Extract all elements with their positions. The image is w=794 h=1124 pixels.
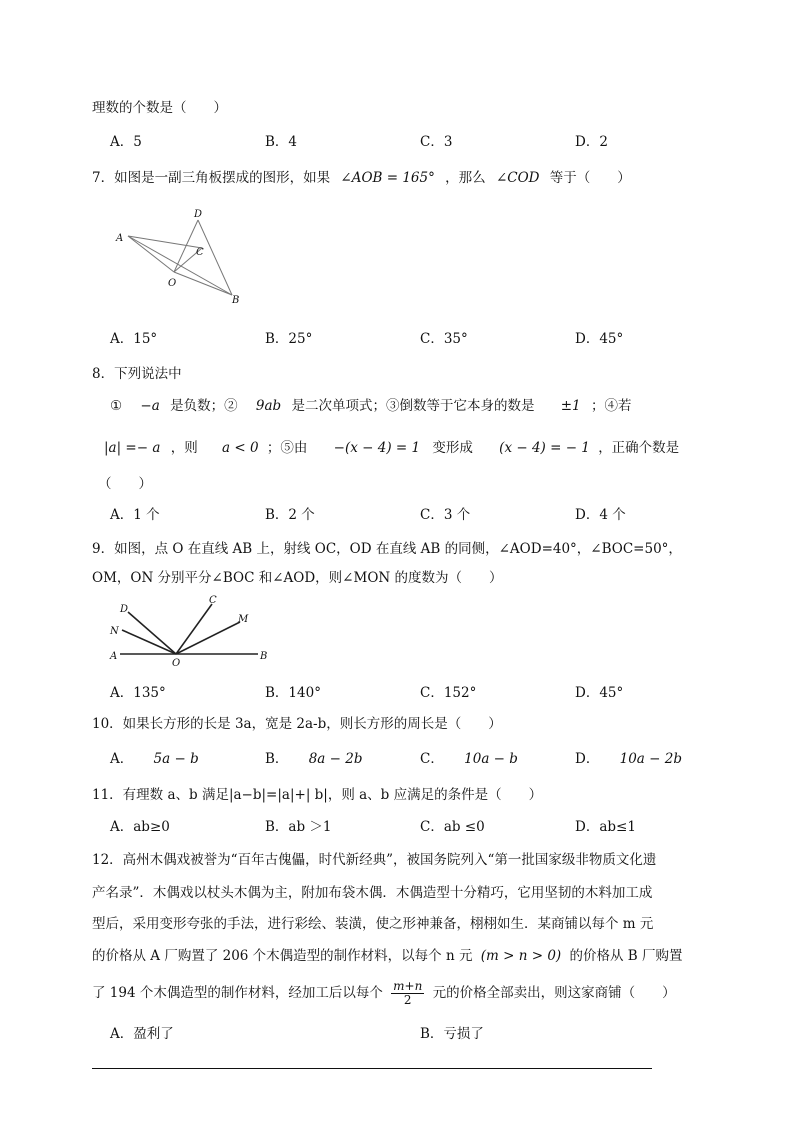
q9-label-c: C bbox=[209, 595, 217, 606]
q8-text-transform: 变形成 bbox=[432, 440, 473, 456]
q10-option-b-label: B． bbox=[265, 751, 289, 767]
q9-ray-od bbox=[128, 612, 176, 654]
q8-option-c[interactable]: C．3 个 bbox=[420, 507, 471, 523]
q8-a-lt-0: a < 0 bbox=[222, 440, 259, 456]
q8-equation-1: −(x − 4) = 1 bbox=[333, 440, 421, 456]
q12-line5-text-b: 元的价格全部卖出，则这家商铺（ ） bbox=[432, 985, 676, 1001]
q12-stem-line-5 bbox=[92, 980, 676, 1007]
q7-label-c: C bbox=[196, 247, 204, 258]
q8-statement-line-2 bbox=[104, 436, 679, 456]
q8-circled-1: ① bbox=[110, 398, 123, 414]
page-bottom-rule bbox=[92, 1068, 652, 1069]
q10-option-a-expr: 5a − b bbox=[153, 751, 199, 767]
q10-option-a-label: A． bbox=[110, 751, 134, 767]
q8-text-by: ；⑤由 bbox=[266, 440, 308, 456]
q7-label-o: O bbox=[168, 278, 177, 289]
q12-stem-line-3: 型后，采用变形夸张的手法，进行彩绘、装潢，使之形神兼备，栩栩如生．某商铺以每个 m 元 bbox=[92, 916, 654, 932]
q9-stem-line-1: 9．如图，点 O 在直线 AB 上，射线 OC，OD 在直线 AB 的同侧，∠AOD=40°，∠BOC=50°， bbox=[92, 541, 682, 557]
q8-statement-line-1 bbox=[110, 394, 631, 414]
q9-label-n: N bbox=[110, 626, 119, 637]
q6-stem-continuation: 理数的个数是（ ） bbox=[92, 100, 227, 116]
q10-option-c-expr: 10a − b bbox=[464, 751, 518, 767]
q8-text-monomial: 是二次单项式；③倒数等于它本身的数是 bbox=[291, 398, 535, 414]
q9-rays-figure bbox=[108, 592, 278, 668]
q11-option-d[interactable]: D．ab≤1 bbox=[575, 819, 636, 835]
q8-option-d[interactable]: D．4 个 bbox=[575, 507, 626, 523]
q7-segment-od bbox=[174, 220, 198, 272]
q10-stem: 10．如果长方形的长是 3a，宽是 2a-b，则长方形的周长是（ ） bbox=[92, 716, 502, 732]
q8-9ab: 9ab bbox=[255, 398, 282, 414]
q10-option-d-expr: 10a − 2b bbox=[619, 751, 682, 767]
q9-label-m: M bbox=[238, 614, 249, 625]
q11-option-a[interactable]: A．ab≥0 bbox=[110, 819, 170, 835]
q7-angle-cod: ∠COD bbox=[495, 170, 540, 186]
q7-option-a[interactable]: A．15° bbox=[110, 331, 158, 347]
q6-option-a[interactable]: A．5 bbox=[110, 134, 142, 150]
q10-option-b[interactable] bbox=[265, 747, 362, 767]
q8-text-negative: 是负数；② bbox=[170, 398, 238, 414]
q8-abs-a: |a| =− a bbox=[104, 440, 161, 456]
q9-ray-on bbox=[122, 630, 176, 654]
q8-equation-2: (x − 4) = − 1 bbox=[499, 440, 590, 456]
q9-option-d[interactable]: D．45° bbox=[575, 685, 624, 701]
q7-angle-aob: ∠AOB = 165° bbox=[340, 170, 435, 186]
q7-label-b: B bbox=[232, 295, 240, 306]
q7-label-a: A bbox=[116, 233, 124, 244]
q8-text-then: ，则 bbox=[170, 440, 198, 456]
q12-fraction-numerator: m+n bbox=[393, 979, 423, 993]
q10-option-c[interactable] bbox=[420, 747, 518, 767]
q9-label-d: D bbox=[120, 604, 129, 615]
q10-option-c-label: C． bbox=[420, 751, 444, 767]
q11-option-c[interactable]: C．ab ≤0 bbox=[420, 819, 485, 835]
q9-option-a[interactable]: A．135° bbox=[110, 685, 166, 701]
q7-option-b[interactable]: B．25° bbox=[265, 331, 313, 347]
q12-line5-text-a: 了 194 个木偶造型的制作材料，经加工后以每个 bbox=[92, 985, 383, 1001]
q12-line4-text-a: 的价格从 A 厂购置了 206 个木偶造型的制作材料，以每个 n 元 bbox=[92, 948, 473, 964]
q10-option-d-label: D． bbox=[575, 751, 600, 767]
q7-triangle-figure bbox=[112, 204, 252, 308]
q8-answer-blank: （ ） bbox=[98, 476, 152, 492]
q8-title: 8．下列说法中 bbox=[92, 366, 182, 382]
q7-segment-ao bbox=[128, 236, 174, 272]
q7-stem bbox=[92, 166, 631, 186]
q7-label-d: D bbox=[194, 209, 203, 220]
q8-plus-minus-one: ±1 bbox=[560, 398, 581, 414]
q10-option-d[interactable] bbox=[575, 747, 682, 767]
q12-inequality: (m > n > 0) bbox=[480, 948, 562, 964]
q12-option-a[interactable]: A．盈利了 bbox=[110, 1026, 174, 1042]
q6-option-c[interactable]: C．3 bbox=[420, 134, 453, 150]
q6-option-b[interactable]: B．4 bbox=[265, 134, 298, 150]
q12-line4-text-c: 的价格从 B 厂购置 bbox=[569, 948, 683, 964]
q7-suffix: 等于（ ） bbox=[549, 170, 631, 186]
q6-option-d[interactable]: D．2 bbox=[575, 134, 608, 150]
q12-stem-line-4 bbox=[92, 944, 683, 964]
q9-label-b: B bbox=[260, 651, 268, 662]
q9-label-o: O bbox=[172, 658, 181, 668]
q12-stem-line-1: 12．高州木偶戏被誉为“百年古傀儡，时代新经典”，被国务院列入“第一批国家级非物质文化遗 bbox=[92, 852, 657, 868]
q8-text-count: ，正确个数是 bbox=[598, 440, 680, 456]
q7-option-c[interactable]: C．35° bbox=[420, 331, 468, 347]
q9-ray-om bbox=[176, 622, 240, 654]
q10-option-b-expr: 8a − 2b bbox=[308, 751, 363, 767]
q7-prefix: 7．如图是一副三角板摆成的图形，如果 bbox=[92, 170, 331, 186]
q9-ray-oc bbox=[176, 604, 212, 654]
q8-option-a[interactable]: A．1 个 bbox=[110, 507, 160, 523]
q8-text-if: ；④若 bbox=[590, 398, 632, 414]
q9-option-c[interactable]: C．152° bbox=[420, 685, 477, 701]
q12-option-b[interactable]: B．亏损了 bbox=[420, 1026, 484, 1042]
q10-option-a[interactable] bbox=[110, 747, 199, 767]
q9-stem-line-2: OM，ON 分别平分∠BOC 和∠AOD，则∠MON 的度数为（ ） bbox=[92, 570, 503, 586]
q12-fraction-denominator: 2 bbox=[403, 993, 412, 1007]
q11-option-b[interactable]: B．ab ＞1 bbox=[265, 819, 332, 835]
q12-fraction bbox=[391, 980, 424, 1007]
q8-neg-a: −a bbox=[140, 398, 160, 414]
q7-option-d[interactable]: D．45° bbox=[575, 331, 624, 347]
q9-label-a: A bbox=[110, 651, 118, 662]
q12-stem-line-2: 产名录”．木偶戏以杖头木偶为主，附加布袋木偶．木偶造型十分精巧，它用坚韧的木料加工成 bbox=[92, 885, 653, 901]
q8-option-b[interactable]: B．2 个 bbox=[265, 507, 315, 523]
q11-stem: 11．有理数 a、b 满足|a−b|=|a|+| b|，则 a、b 应满足的条件是（ ） bbox=[92, 787, 543, 803]
q7-middle: ，那么 bbox=[445, 170, 486, 186]
q9-option-b[interactable]: B．140° bbox=[265, 685, 321, 701]
